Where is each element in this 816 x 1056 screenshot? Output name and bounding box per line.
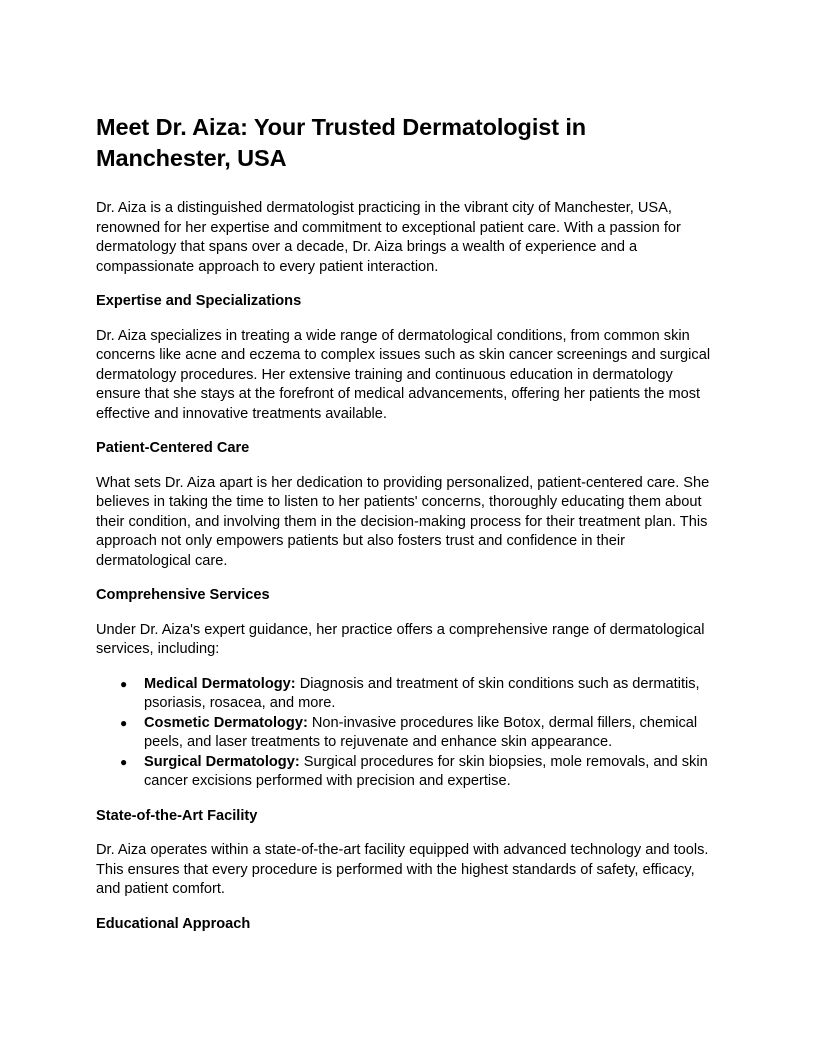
list-item-text: Non-invasive procedures like Botox, dermal fillers, chemical peels, and laser treatments to rejuvenate and enhance skin appearance. [144,714,698,750]
list-item [120,753,718,792]
bullet-icon: ● [120,715,128,730]
services-list [96,675,718,792]
page-title: Meet Dr. Aiza: Your Trusted Dermatologist in Manchester, USA [96,114,587,171]
section-heading-expertise: Expertise and Specializations [96,293,302,309]
section-body-services: Under Dr. Aiza's expert guidance, her practice offers a comprehensive range of dermatological services, including: [96,621,705,657]
section-heading-facility: State-of-the-Art Facility [96,807,258,824]
bullet-icon: ● [120,754,128,769]
list-item [120,714,718,753]
bullet-icon: ● [120,676,128,691]
list-item-term: Surgical Dermatology: [144,753,300,770]
section-body-expertise: Dr. Aiza specializes in treating a wide range of dermatological conditions, from common skin concerns like acne and eczema to complex issues such as skin cancer screenings and surgical dermatology procedures. Her extensive training and continuous education in dermatology ensure that she stays at the forefront of medical advancements, offering her patients the most effective and innovative treatments available. [96,327,711,422]
list-item-text: Surgical procedures for skin biopsies, mole removals, and skin cancer excisions performed with precision and expertise. [144,753,708,789]
list-item-term: Medical Dermatology: [144,675,296,692]
section-body-facility: Dr. Aiza operates within a state-of-the-art facility equipped with advanced technology and tools. This ensures that every procedure is performed with the highest standards of safety, efficacy, and patient comfort. [96,842,709,897]
section-heading-services: Comprehensive Services [96,587,270,603]
document-page [96,112,718,949]
list-item-term: Cosmetic Dermatology: [144,714,308,731]
intro-paragraph: Dr. Aiza is a distinguished dermatologist practicing in the vibrant city of Manchester, USA, renowned for her expertise and commitment to exceptional patient care. With a passion for dermatology that spans over a decade, Dr. Aiza brings a wealth of experience and a compassionate approach to every patient interaction. [96,200,681,275]
list-item-text: Diagnosis and treatment of skin conditions such as dermatitis, psoriasis, rosacea, and more. [144,675,700,711]
section-heading-education: Educational Approach [96,915,251,932]
section-body-patient-care: What sets Dr. Aiza apart is her dedication to providing personalized, patient-centered care. She believes in taking the time to listen to her patients' concerns, thoroughly educating them about their condition, and involving them in the decision-making process for their treatment plan. This approach not only empowers patients but also fosters trust and confidence in their dermatological care. [96,474,710,569]
section-heading-patient-care: Patient-Centered Care [96,440,250,456]
list-item [120,675,718,714]
